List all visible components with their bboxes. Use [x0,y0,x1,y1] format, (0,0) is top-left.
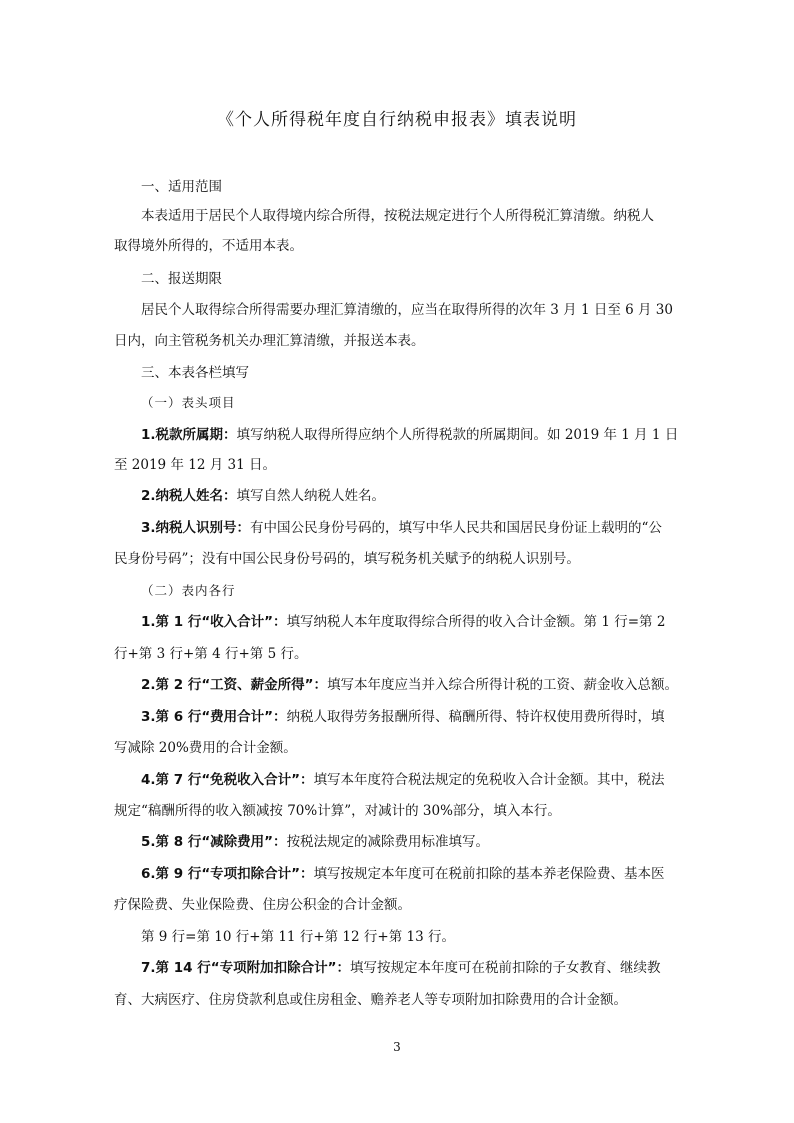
item-label: 1.第 1 行“收入合计”： [141,614,287,630]
item-text: 填写本年度应当并入综合所得计税的工资、薪金收入总额。 [327,677,679,693]
row-special-deductions [141,863,665,885]
item-label: 7.第 14 行“专项附加扣除合计”： [141,960,350,976]
page-title: 《个人所得税年度自行纳税申报表》填表说明 [217,110,577,130]
item-label: 1.税款所属期： [141,427,237,443]
section-heading-scope: 一、适用范围 [141,179,222,195]
row-special-deductions-line2: 疗保险费、失业保险费、住房公积金的合计金额。 [114,897,411,913]
item-label: 2.纳税人姓名： [141,488,237,504]
item-tax-period [141,424,678,446]
row-special-additional-deductions [141,957,660,979]
row-expenses [141,706,665,728]
row-deduction [141,831,489,853]
deadline-text-line1: 居民个人取得综合所得需要办理汇算清缴的，应当在取得所得的次年 3 月 1 日至 6 月 30 [141,302,673,318]
row-special-deductions-formula: 第 9 行=第 10 行+第 11 行+第 12 行+第 13 行。 [141,929,455,945]
item-taxpayer-name [141,485,385,507]
page-number: 3 [393,1040,401,1054]
item-text: 填写纳税人本年度取得综合所得的收入合计金额。第 1 行=第 2 [286,614,666,630]
row-total-income-line2: 行+第 3 行+第 4 行+第 5 行。 [114,646,308,662]
subheading-header-items: （一）表头项目 [141,395,236,410]
item-tax-period-line2: 至 2019 年 12 月 31 日。 [114,457,276,473]
section-heading-deadline: 二、报送期限 [141,271,222,287]
deadline-text-line2: 日内，向主管税务机关办理汇算清缴，并报送本表。 [114,333,425,349]
row-total-income [141,611,665,633]
subheading-table-rows: （二）表内各行 [141,583,236,598]
item-text: 填写按规定本年度可在税前扣除的基本养老保险费、基本医 [313,866,665,882]
row-special-additional-deductions-line2: 育、大病医疗、住房贷款利息或住房租金、赡养老人等专项附加扣除费用的合计金额。 [114,992,627,1008]
item-text: 按税法规定的减除费用标准填写。 [286,834,490,850]
row-tax-exempt-income [141,769,665,791]
item-taxpayer-id-line2: 民身份号码”；没有中国公民身份号码的，填写税务机关赋予的纳税人识别号。 [114,551,580,567]
item-text: 填写自然人纳税人姓名。 [236,488,386,504]
item-label: 6.第 9 行“专项扣除合计”： [141,866,314,882]
scope-text-line2: 取得境外所得的，不适用本表。 [114,238,303,254]
item-label: 5.第 8 行“减除费用”： [141,834,287,850]
row-tax-exempt-income-line2: 规定“稿酬所得的收入额减按 70%计算”，对减计的 30%部分，填入本行。 [114,803,561,819]
item-text: 纳税人取得劳务报酬所得、稿酬所得、特许权使用费所得时，填 [286,709,665,725]
row-wages [141,674,678,696]
item-text: 填写按规定本年度可在税前扣除的子女教育、继续教 [349,960,661,976]
item-text: 有中国公民身份号码的，填写中华人民共和国居民身份证上载明的“公 [250,520,662,536]
item-text: 填写本年度符合税法规定的免税收入合计金额。其中，税法 [313,772,665,788]
scope-text-line1: 本表适用于居民个人取得境内综合所得，按税法规定进行个人所得税汇算清缴。纳税人 [141,208,654,224]
item-taxpayer-id [141,517,662,539]
item-label: 2.第 2 行“工资、薪金所得”： [141,677,328,693]
item-label: 3.纳税人识别号： [141,520,251,536]
item-label: 4.第 7 行“免税收入合计”： [141,772,314,788]
item-text: 填写纳税人取得所得应纳个人所得税款的所属期间。如 2019 年 1 月 1 日 [236,427,679,443]
item-label: 3.第 6 行“费用合计”： [141,709,287,725]
row-expenses-line2: 写减除 20%费用的合计金额。 [114,740,297,756]
section-heading-fields: 三、本表各栏填写 [141,365,249,381]
